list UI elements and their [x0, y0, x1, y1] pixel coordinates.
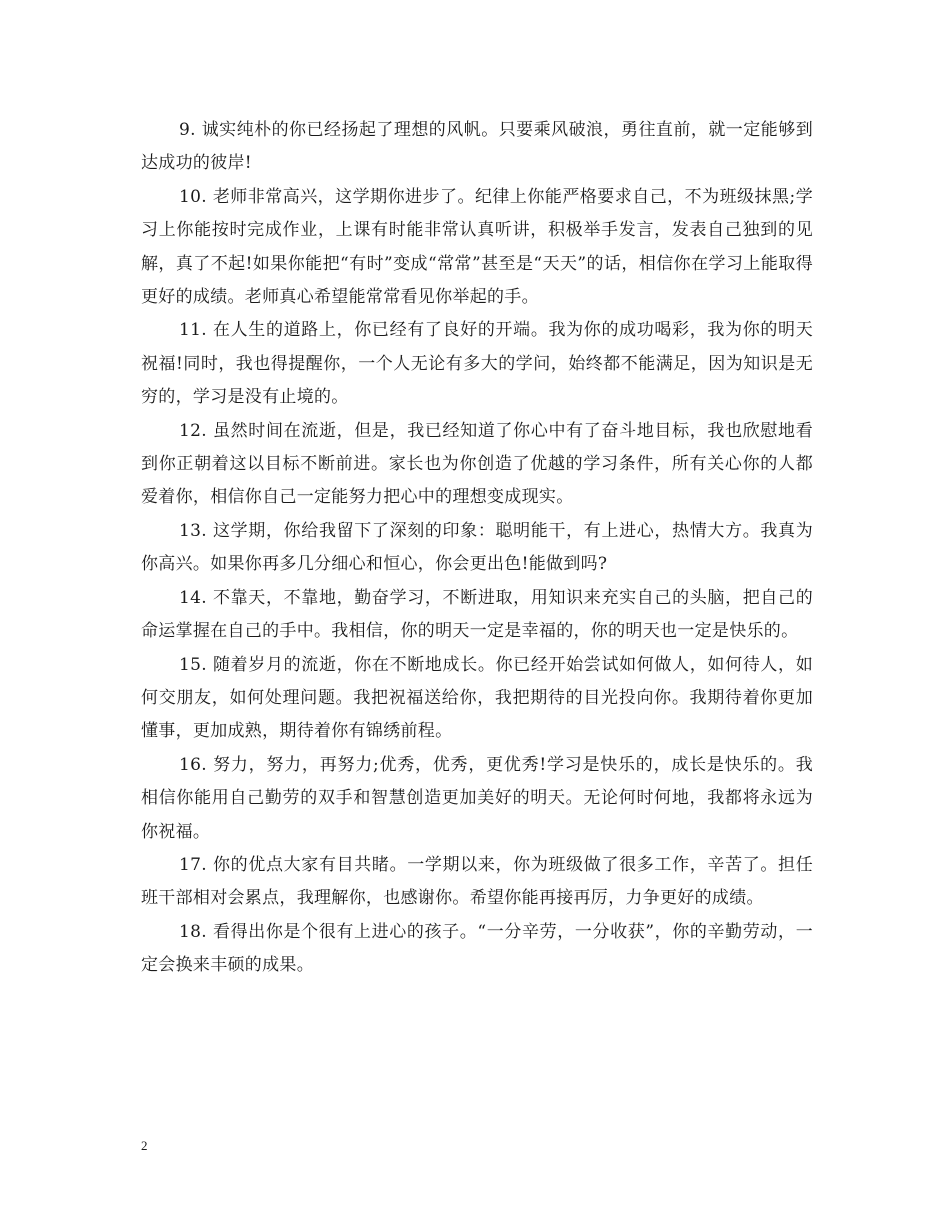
paragraph-15: 15. 随着岁月的流逝，你在不断地成长。你已经开始尝试如何做人，如何待人，如何交朋友，如何处理问题。我把祝福送给你，我把期待的目光投向你。我期待着你更加懂事，更加成熟，期待着你有锦绣前程。	[141, 654, 813, 742]
paragraph-10: 10. 老师非常高兴，这学期你进步了。纪律上你能严格要求自己，不为班级抹黑;学习上你能按时完成作业，上课有时能非常认真听讲，积极举手发言，发表自己独到的见解，真了不起!如果你能把“有时”变成“常常”甚至是“天天”的话，相信你在学习上能取得更好的成绩。老师真心希望能常常看见你举起的手。	[141, 186, 813, 308]
paragraph-13: 13. 这学期，你给我留下了深刻的印象：聪明能干，有上进心，热情大方。我真为你高兴。如果你再多几分细心和恒心，你会更出色!能做到吗?	[141, 520, 813, 575]
paragraph-14: 14. 不靠天，不靠地，勤奋学习，不断进取，用知识来充实自己的头脑，把自己的命运掌握在自己的手中。我相信，你的明天一定是幸福的，你的明天也一定是快乐的。	[141, 587, 813, 642]
page-content	[141, 114, 813, 983]
paragraph-18: 18. 看得出你是个很有上进心的孩子。“一分辛劳，一分收获”，你的辛勤劳动，一定会换来丰硕的成果。	[141, 921, 813, 976]
paragraph-12: 12. 虽然时间在流逝，但是，我已经知道了你心中有了奋斗地目标，我也欣慰地看到你正朝着这以目标不断前进。家长也为你创造了优越的学习条件，所有关心你的人都爱着你，相信你自己一定能努力把心中的理想变成现实。	[141, 420, 813, 508]
page-number: 2	[141, 1138, 148, 1153]
paragraph-11: 11. 在人生的道路上，你已经有了良好的开端。我为你的成功喝彩，我为你的明天祝福!同时，我也得提醒你，一个人无论有多大的学问，始终都不能满足，因为知识是无穷的，学习是没有止境的。	[141, 320, 813, 408]
paragraph-16: 16. 努力，努力，再努力;优秀，优秀，更优秀!学习是快乐的，成长是快乐的。我相信你能用自己勤劳的双手和智慧创造更加美好的明天。无论何时何地，我都将永远为你祝福。	[141, 754, 813, 842]
paragraph-17: 17. 你的优点大家有目共睹。一学期以来，你为班级做了很多工作，辛苦了。担任班干部相对会累点，我理解你，也感谢你。希望你能再接再厉，力争更好的成绩。	[141, 854, 813, 909]
paragraph-9: 9. 诚实纯朴的你已经扬起了理想的风帆。只要乘风破浪，勇往直前，就一定能够到达成功的彼岸!	[141, 120, 813, 174]
